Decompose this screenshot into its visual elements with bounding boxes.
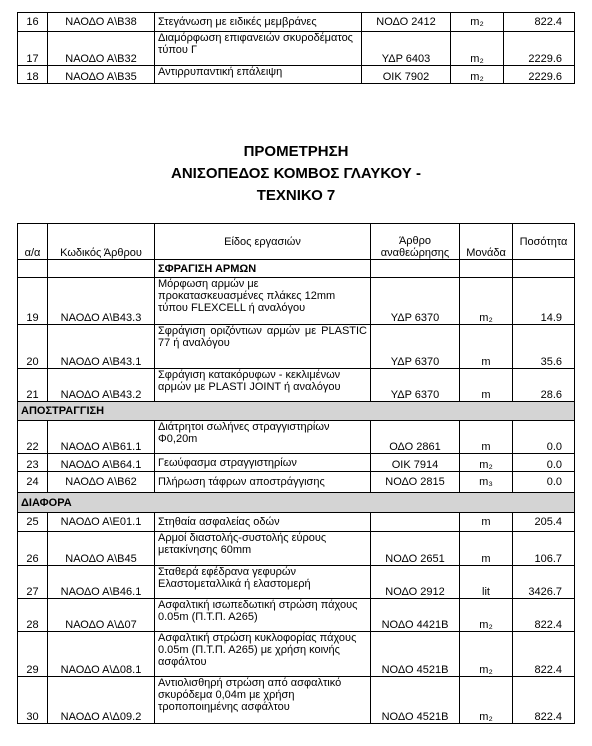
subheading-joint-sealing: ΣΦΡΑΓΙΣΗ ΑΡΜΩΝ — [155, 260, 371, 278]
unit: m — [460, 532, 513, 566]
continuation-table — [17, 12, 575, 84]
document-subtitle-2: ΤΕΧΝΙΚΟ 7 — [256, 187, 336, 204]
row-number: 20 — [18, 325, 48, 369]
unit: m₂ — [460, 632, 513, 677]
work-description: Διαμόρφωση επιφανειών σκυροδέματος τύπου Γ — [155, 32, 362, 66]
subheading-row — [18, 260, 575, 278]
article-code: ΝΑΟΔΟ Α\Β45 — [48, 532, 155, 566]
table-row — [18, 532, 575, 566]
article-code: ΝΑΟΔΟ Α\Δ09.2 — [48, 677, 155, 724]
header-revision-article: Άρθρο αναθεώρησης — [371, 224, 460, 260]
unit: m₂ — [451, 13, 504, 32]
work-description: Σφράγιση οριζόντιων αρμών με PLASTIC 77 ή αναλόγου — [155, 325, 371, 369]
header-description: Είδος εργασιών — [155, 224, 371, 260]
row-number: 22 — [18, 421, 48, 454]
header-code: Κωδικός Άρθρου — [48, 224, 155, 260]
row-number: 29 — [18, 632, 48, 677]
header-quantity: Ποσότητα — [513, 224, 575, 260]
work-description: Διάτρητοι σωλήνες στραγγιστηρίων Φ0,20m — [155, 421, 371, 454]
row-number: 26 — [18, 532, 48, 566]
revision-article — [371, 513, 460, 532]
quantity: 822.4 — [504, 13, 575, 32]
revision-article: ΟΔΟ 2861 — [371, 421, 460, 454]
quantity: 2229.6 — [504, 66, 575, 84]
unit: m — [460, 369, 513, 402]
quantity: 14.9 — [513, 278, 575, 325]
row-number: 17 — [18, 32, 48, 66]
work-description: Γεωύφασμα στραγγιστηρίων — [155, 454, 371, 472]
quantity: 106.7 — [513, 532, 575, 566]
table-row — [18, 632, 575, 677]
section-misc: ΔΙΑΦΟΡΑ — [18, 493, 575, 513]
article-code: ΝΑΟΔΟ Α\Δ08.1 — [48, 632, 155, 677]
article-code: ΝΑΟΔΟ Α\Β32 — [48, 32, 155, 66]
unit: m₃ — [460, 472, 513, 493]
quantity: 822.4 — [513, 632, 575, 677]
table-row — [18, 566, 575, 599]
table-row — [18, 513, 575, 532]
row-number: 23 — [18, 454, 48, 472]
table-row — [18, 13, 575, 32]
header-aa: α/α — [18, 224, 48, 260]
quantity: 822.4 — [513, 599, 575, 632]
header-row — [18, 224, 575, 260]
unit: m₂ — [460, 454, 513, 472]
work-description: Ασφαλτική στρώση κυκλοφορίας πάχους 0.05m (Π.Τ.Π. Α265) με χρήση κοινής ασφάλτου — [155, 632, 371, 677]
row-number: 21 — [18, 369, 48, 402]
section-row — [18, 402, 575, 421]
unit: m₂ — [451, 66, 504, 84]
article-code: ΝΑΟΔΟ Α\Β43.2 — [48, 369, 155, 402]
work-description: Ασφαλτική ισωπεδωτική στρώση πάχους 0.05m (Π.Τ.Π. Α265) — [155, 599, 371, 632]
revision-article: ΝΟΔΟ 2815 — [371, 472, 460, 493]
quantity: 205.4 — [513, 513, 575, 532]
unit: m — [460, 421, 513, 454]
row-number: 18 — [18, 66, 48, 84]
work-description: Αντιρρυπαντική επάλειψη — [155, 66, 362, 84]
article-code: ΝΑΟΔΟ Α\Δ07 — [48, 599, 155, 632]
work-description: Αρμοί διαστολής-συστολής εύρους μετακίνησης 60mm — [155, 532, 371, 566]
quantity: 0.0 — [513, 454, 575, 472]
revision-article: ΟΙΚ 7914 — [371, 454, 460, 472]
unit: lit — [460, 566, 513, 599]
article-code: ΝΑΟΔΟ Α\Β64.1 — [48, 454, 155, 472]
table-row — [18, 369, 575, 402]
revision-article: ΝΟΔΟ 4521Β — [371, 677, 460, 724]
unit: m₂ — [460, 278, 513, 325]
table-row — [18, 278, 575, 325]
unit: m₂ — [460, 677, 513, 724]
quantity: 3426.7 — [513, 566, 575, 599]
row-number: 27 — [18, 566, 48, 599]
section-row — [18, 493, 575, 513]
revision-article: ΥΔΡ 6370 — [371, 325, 460, 369]
quantity: 2229.6 — [504, 32, 575, 66]
unit: m₂ — [451, 32, 504, 66]
revision-article: ΥΔΡ 6403 — [362, 32, 451, 66]
work-description: Στεγάνωση με ειδικές μεμβράνες — [155, 13, 362, 32]
document-subtitle: ΑΝΙΣΟΠΕΔΟΣ ΚΟΜΒΟΣ ΓΛΑΥΚΟΥ - — [171, 165, 421, 182]
revision-article: ΝΟΔΟ 4421Β — [371, 599, 460, 632]
quantity: 0.0 — [513, 421, 575, 454]
quantity: 35.6 — [513, 325, 575, 369]
revision-article: ΥΔΡ 6370 — [371, 278, 460, 325]
revision-article: ΥΔΡ 6370 — [371, 369, 460, 402]
table-row — [18, 32, 575, 66]
revision-article: ΝΟΔΟ 4521Β — [371, 632, 460, 677]
work-description: Στηθαία ασφαλείας οδών — [155, 513, 371, 532]
article-code: ΝΑΟΔΟ Α\Β62 — [48, 472, 155, 493]
table-row — [18, 472, 575, 493]
table-row — [18, 421, 575, 454]
table-row — [18, 677, 575, 724]
unit: m — [460, 513, 513, 532]
table-row — [18, 599, 575, 632]
section-drainage: ΑΠΟΣΤΡΑΓΓΙΣΗ — [18, 402, 575, 421]
table-row — [18, 325, 575, 369]
quantity: 822.4 — [513, 677, 575, 724]
article-code: ΝΑΟΔΟ Α\Β43.1 — [48, 325, 155, 369]
article-code: ΝΑΟΔΟ Α\Β46.1 — [48, 566, 155, 599]
article-code: ΝΑΟΔΟ Α\Β35 — [48, 66, 155, 84]
work-description: Αντιολισθηρή στρώση από ασφαλτικό σκυρόδεμα 0,04m με χρήση τροποποιημένης ασφάλτου — [155, 677, 371, 724]
row-number: 24 — [18, 472, 48, 493]
article-code: ΝΑΟΔΟ Α\Ε01.1 — [48, 513, 155, 532]
row-number: 16 — [18, 13, 48, 32]
article-code: ΝΑΟΔΟ Α\Β43.3 — [48, 278, 155, 325]
revision-article: ΟΙΚ 7902 — [362, 66, 451, 84]
table-row — [18, 66, 575, 84]
work-description: Σφράγιση κατακόρυφων - κεκλιμένων αρμών με PLASTI JOINT ή αναλόγου — [155, 369, 371, 402]
revision-article: ΝΟΔΟ 2912 — [371, 566, 460, 599]
row-number: 28 — [18, 599, 48, 632]
document-title: ΠΡΟΜΕΤΡΗΣΗ — [243, 143, 349, 160]
row-number: 25 — [18, 513, 48, 532]
revision-article: ΝΟΔΟ 2651 — [371, 532, 460, 566]
work-description: Σταθερά εφέδρανα γεφυρών Ελαστομεταλλικά ή ελαστομερή — [155, 566, 371, 599]
table-row — [18, 454, 575, 472]
revision-article: ΝΟΔΟ 2412 — [362, 13, 451, 32]
quantity: 0.0 — [513, 472, 575, 493]
quantity: 28.6 — [513, 369, 575, 402]
article-code: ΝΑΟΔΟ Α\Β38 — [48, 13, 155, 32]
header-unit: Μονάδα — [460, 224, 513, 260]
work-description: Μόρφωση αρμών με προκατασκευασμένες πλάκες 12mm τύπου FLEXCELL ή αναλόγου — [155, 278, 371, 325]
article-code: ΝΑΟΔΟ Α\Β61.1 — [48, 421, 155, 454]
unit: m₂ — [460, 599, 513, 632]
quantities-table — [17, 223, 575, 724]
row-number: 30 — [18, 677, 48, 724]
row-number: 19 — [18, 278, 48, 325]
unit: m — [460, 325, 513, 369]
work-description: Πλήρωση τάφρων αποστράγγισης — [155, 472, 371, 493]
